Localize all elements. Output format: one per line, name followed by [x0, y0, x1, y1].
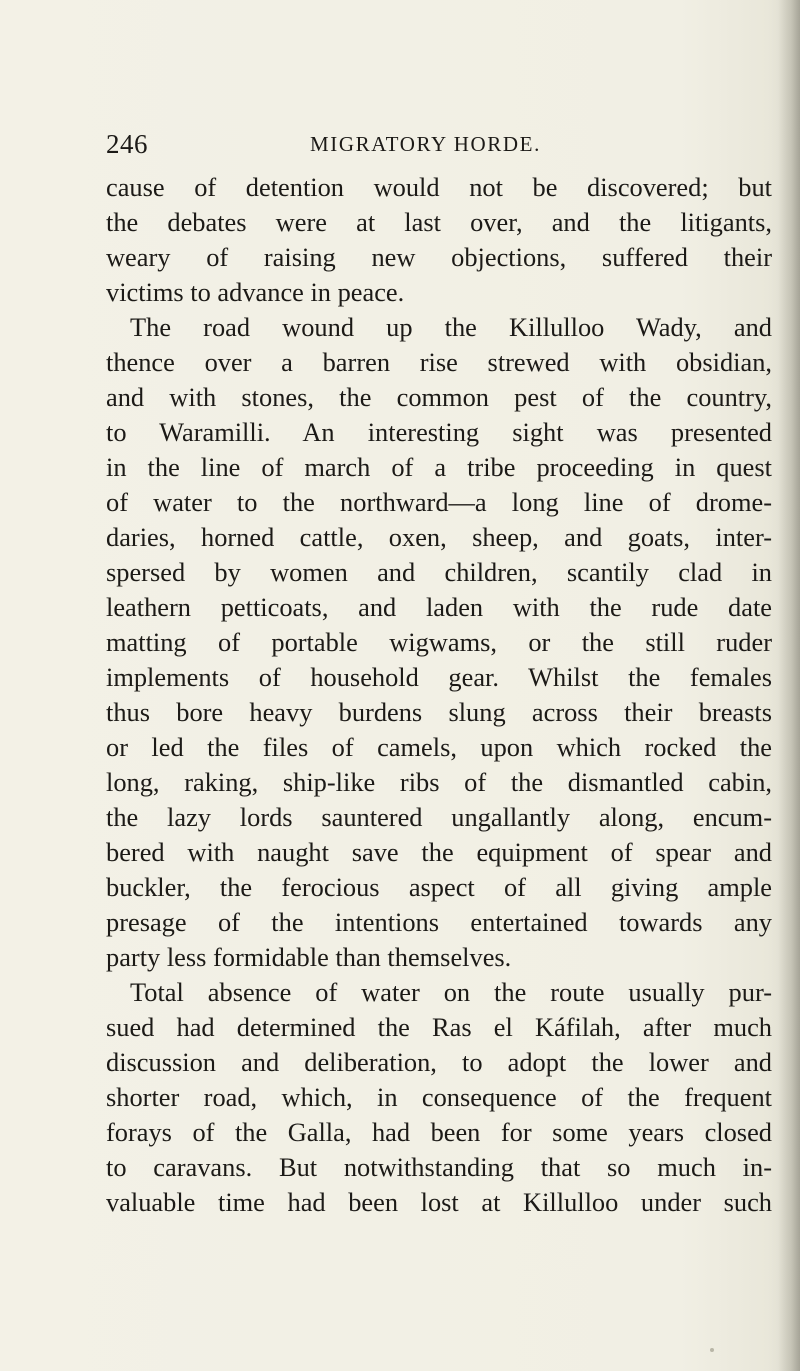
text-line: discussion and deliberation, to adopt the lower and — [106, 1047, 772, 1077]
text-line: Total absence of water on the route usually pur- — [130, 977, 772, 1007]
text-line: and with stones, the common pest of the country, — [106, 382, 772, 412]
text-line: the lazy lords sauntered ungallantly along, encum- — [106, 802, 772, 832]
text-line: forays of the Galla, had been for some years closed — [106, 1117, 772, 1147]
text-line: buckler, the ferocious aspect of all giving ample — [106, 872, 772, 902]
text-line: implements of household gear. Whilst the females — [106, 662, 772, 692]
text-line: to caravans. But notwithstanding that so much in- — [106, 1152, 772, 1182]
text-line: spersed by women and children, scantily clad in — [106, 557, 772, 587]
text-line: bered with naught save the equipment of spear and — [106, 837, 772, 867]
page-gutter-shadow — [778, 0, 800, 1371]
body-text — [106, 170, 772, 1220]
text-line: sued had determined the Ras el Káfilah, after much — [106, 1012, 772, 1042]
text-line: thence over a barren rise strewed with obsidian, — [106, 347, 772, 377]
text-line: shorter road, which, in consequence of the frequent — [106, 1082, 772, 1112]
text-line: party less formidable than themselves. — [106, 942, 512, 972]
paper-speck — [710, 1348, 714, 1352]
text-line: in the line of march of a tribe proceeding in quest — [106, 452, 772, 482]
text-line: valuable time had been lost at Killulloo under such — [106, 1187, 772, 1217]
text-line: victims to advance in peace. — [106, 277, 405, 307]
text-line: thus bore heavy burdens slung across their breasts — [106, 697, 772, 727]
page-number: 246 — [106, 129, 148, 159]
text-line: long, raking, ship-like ribs of the dismantled cabin, — [106, 767, 772, 797]
text-line: matting of portable wigwams, or the still ruder — [106, 627, 772, 657]
text-line: presage of the intentions entertained towards any — [106, 907, 772, 937]
text-line: daries, horned cattle, oxen, sheep, and goats, inter- — [106, 522, 772, 552]
text-line: the debates were at last over, and the litigants, — [106, 207, 772, 237]
text-line: of water to the northward—a long line of drome- — [106, 487, 772, 517]
running-head — [106, 126, 766, 162]
text-line: weary of raising new objections, suffered their — [106, 242, 772, 272]
running-title: MIGRATORY HORDE. — [310, 132, 541, 156]
text-line: cause of detention would not be discovered; but — [106, 172, 772, 202]
text-line: The road wound up the Killulloo Wady, and — [130, 312, 772, 342]
text-line: to Waramilli. An interesting sight was presented — [106, 417, 772, 447]
text-line: leathern petticoats, and laden with the rude date — [106, 592, 772, 622]
text-line: or led the files of camels, upon which rocked the — [106, 732, 772, 762]
